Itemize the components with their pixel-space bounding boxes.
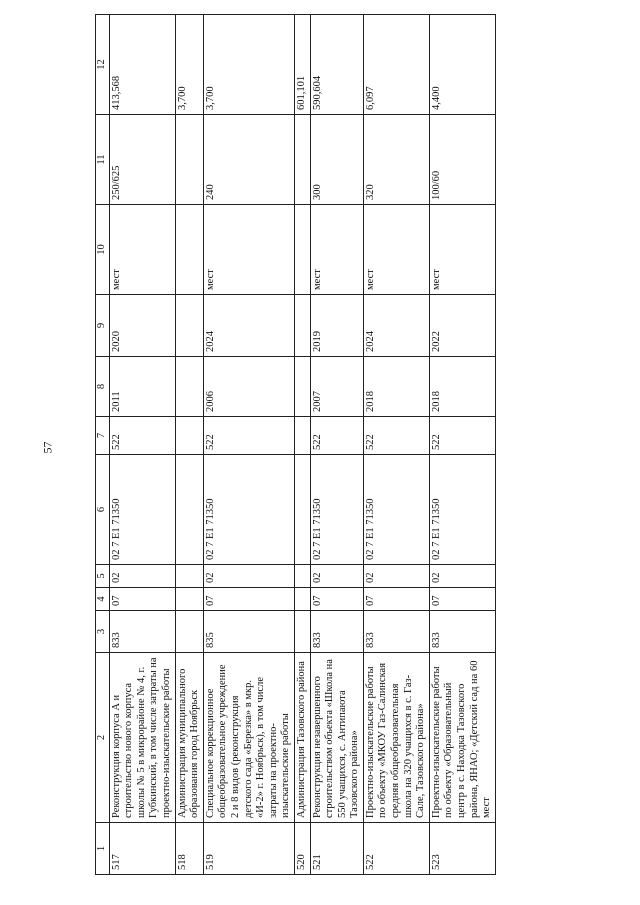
funding-amount: 3,700 (175, 15, 203, 115)
grbs-code: 833 (310, 611, 363, 653)
construction-start-year: 2018 (363, 357, 429, 417)
section-code (175, 588, 203, 611)
section-code (294, 588, 310, 611)
construction-start-year: 2007 (310, 357, 363, 417)
table-row (175, 15, 203, 875)
section-code: 07 (363, 588, 429, 611)
table-row (429, 15, 495, 875)
expense-type-code: 522 (363, 417, 429, 455)
section-code: 07 (310, 588, 363, 611)
table-row (363, 15, 429, 875)
construction-start-year (294, 357, 310, 417)
capacity-value: 240 (203, 115, 294, 205)
construction-end-year: 2020 (109, 295, 175, 357)
funding-amount: 4,400 (429, 15, 495, 115)
funding-amount: 590,604 (310, 15, 363, 115)
object-name: Администрация муниципального образования город Ноябрьск (175, 653, 203, 823)
subsection-code: 02 (429, 565, 495, 588)
column-number-row (96, 15, 110, 875)
column-number: 5 (96, 565, 110, 588)
row-number: 517 (109, 823, 175, 875)
section-code: 07 (203, 588, 294, 611)
grbs-code (175, 611, 203, 653)
expense-type-code: 522 (203, 417, 294, 455)
table-row (294, 15, 310, 875)
subsection-code: 02 (310, 565, 363, 588)
funding-amount: 413,568 (109, 15, 175, 115)
expense-type-code: 522 (310, 417, 363, 455)
capacity-unit: мест (310, 205, 363, 295)
construction-end-year: 2024 (203, 295, 294, 357)
capacity-value: 320 (363, 115, 429, 205)
column-number: 3 (96, 611, 110, 653)
table-body (96, 15, 496, 875)
column-number: 7 (96, 417, 110, 455)
construction-start-year (175, 357, 203, 417)
grbs-code: 835 (203, 611, 294, 653)
capacity-unit: мест (429, 205, 495, 295)
column-number: 12 (96, 15, 110, 115)
capacity-unit (175, 205, 203, 295)
subsection-code: 02 (203, 565, 294, 588)
object-name: Проектно-изыскательские работы по объекту «МКОУ Газ-Салинская средняя общеобразовательная школа на 320 учащихся в с. Газ-Сале, Тазовского района» (363, 653, 429, 823)
row-number: 521 (310, 823, 363, 875)
target-article-code: 02 7 E1 71350 (429, 455, 495, 565)
target-article-code: 02 7 E1 71350 (363, 455, 429, 565)
column-number: 10 (96, 205, 110, 295)
funding-amount: 3,700 (203, 15, 294, 115)
capacity-value: 300 (310, 115, 363, 205)
funding-amount: 6,097 (363, 15, 429, 115)
subsection-code (294, 565, 310, 588)
table-row (203, 15, 294, 875)
object-name: Проектно-изыскательские работы по объекту «Образовательный центр в с. Находка Тазовского района, ЯНАО; «Детский сад на 60 мест (429, 653, 495, 823)
column-number: 6 (96, 455, 110, 565)
column-number: 8 (96, 357, 110, 417)
column-number: 4 (96, 588, 110, 611)
rotated-table-container (95, 15, 607, 875)
row-number: 518 (175, 823, 203, 875)
target-article-code: 02 7 E1 71350 (203, 455, 294, 565)
expense-type-code (175, 417, 203, 455)
construction-end-year (294, 295, 310, 357)
target-article-code: 02 7 E1 71350 (109, 455, 175, 565)
target-article-code (294, 455, 310, 565)
column-number: 1 (96, 823, 110, 875)
grbs-code: 833 (109, 611, 175, 653)
subsection-code: 02 (109, 565, 175, 588)
capacity-unit: мест (109, 205, 175, 295)
row-number: 522 (363, 823, 429, 875)
expense-type-code (294, 417, 310, 455)
table-row (310, 15, 363, 875)
capacity-value: 100/60 (429, 115, 495, 205)
grbs-code: 833 (429, 611, 495, 653)
object-name: Реконструкция незавершенного строительством объекта «Школа на 550 учащихся, с. Антипаюта Тазовского района» (310, 653, 363, 823)
column-number: 2 (96, 653, 110, 823)
construction-end-year (175, 295, 203, 357)
section-code: 07 (429, 588, 495, 611)
construction-end-year: 2022 (429, 295, 495, 357)
row-number: 519 (203, 823, 294, 875)
subsection-code: 02 (363, 565, 429, 588)
construction-end-year: 2019 (310, 295, 363, 357)
funding-amount: 601,101 (294, 15, 310, 115)
page-number: 57 (40, 441, 55, 454)
section-code: 07 (109, 588, 175, 611)
expense-type-code: 522 (109, 417, 175, 455)
object-name: Администрация Тазовского района (294, 653, 310, 823)
target-article-code: 02 7 E1 71350 (310, 455, 363, 565)
capacity-unit: мест (203, 205, 294, 295)
expense-type-code: 522 (429, 417, 495, 455)
object-name: Специальное коррекционное общеобразовательное учреждение 2 и 8 видов (реконструкция детского сада «Березка» в мкр. «И-2» г. Ноябрьск), в том числе затраты на проектно-изыскательские работы (203, 653, 294, 823)
row-number: 523 (429, 823, 495, 875)
column-number: 11 (96, 115, 110, 205)
capacity-value (175, 115, 203, 205)
capacity-value: 250/625 (109, 115, 175, 205)
capacity-value (294, 115, 310, 205)
grbs-code (294, 611, 310, 653)
construction-start-year: 2006 (203, 357, 294, 417)
object-name: Реконструкция корпуса А и строительство нового корпуса школы № 5 в микрорайоне № 4, г. Губкинский, в том числе затраты на проектно-изыскательские работы (109, 653, 175, 823)
construction-start-year: 2018 (429, 357, 495, 417)
column-number: 9 (96, 295, 110, 357)
subsection-code (175, 565, 203, 588)
table-row (109, 15, 175, 875)
budget-table (95, 14, 496, 875)
construction-start-year: 2011 (109, 357, 175, 417)
capacity-unit (294, 205, 310, 295)
target-article-code (175, 455, 203, 565)
grbs-code: 833 (363, 611, 429, 653)
row-number: 520 (294, 823, 310, 875)
capacity-unit: мест (363, 205, 429, 295)
construction-end-year: 2024 (363, 295, 429, 357)
